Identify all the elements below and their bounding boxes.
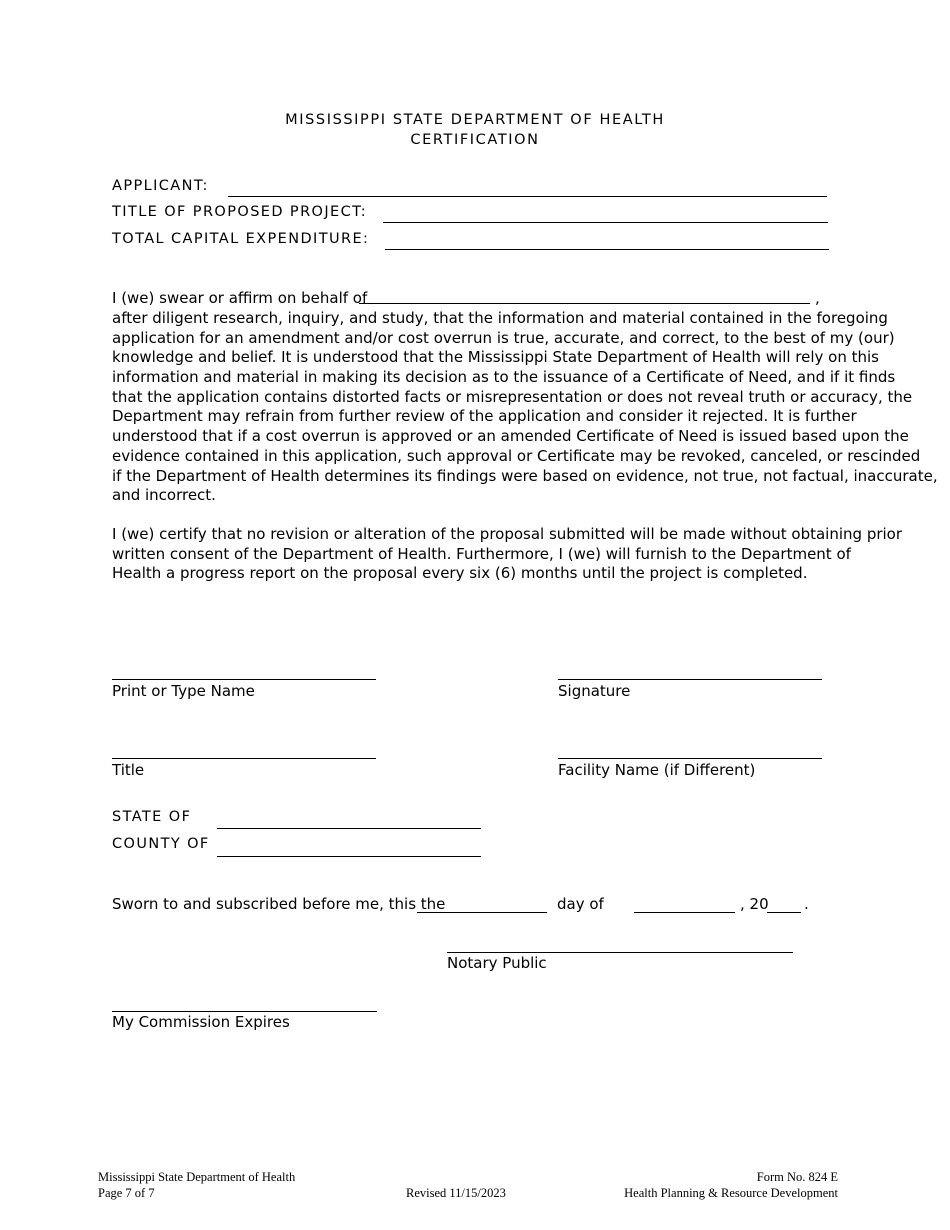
sworn-month-line[interactable] <box>634 912 735 913</box>
certify-paragraph <box>112 525 903 584</box>
affirm-line: and incorrect. <box>112 486 216 505</box>
state-of-label: STATE OF <box>112 809 192 825</box>
print-name-label: Print or Type Name <box>112 682 255 700</box>
expenditure-field-line[interactable] <box>385 249 829 250</box>
year-prefix: , 20 <box>740 895 769 913</box>
print-name-line[interactable] <box>112 679 376 680</box>
facility-name-line[interactable] <box>558 758 822 759</box>
sworn-text: Sworn to and subscribed before me, this the <box>112 895 446 913</box>
notary-line[interactable] <box>447 952 793 953</box>
certify-line: I (we) certify that no revision or alteration of the proposal submitted will be made without obtaining prior <box>112 525 903 543</box>
affirm-line-start: I (we) swear or affirm on behalf of <box>112 289 368 307</box>
notary-label: Notary Public <box>447 954 547 972</box>
affirm-line: understood that if a cost overrun is approved or an amended Certificate of Need is issued based upon the <box>112 427 909 446</box>
affirm-line: Department may refrain from further review of the application and consider it rejected. It is further <box>112 407 857 426</box>
sworn-day-line[interactable] <box>417 912 547 913</box>
signature-line[interactable] <box>558 679 822 680</box>
affirm-line-comma: , <box>815 289 820 307</box>
applicant-label: APPLICANT: <box>112 178 209 194</box>
footer-division: Health Planning & Resource Development <box>624 1186 838 1200</box>
expenditure-label: TOTAL CAPITAL EXPENDITURE: <box>112 231 370 247</box>
footer-revised-date: Revised 11/15/2023 <box>406 1186 506 1200</box>
affirm-line: information and material in making its decision as to the issuance of a Certificate of Need, and if it finds <box>112 368 896 387</box>
affirm-line: if the Department of Health determines its findings were based on evidence, not true, not factual, inaccurate, <box>112 466 938 485</box>
title-line[interactable] <box>112 758 376 759</box>
affirmation-paragraph <box>112 309 938 506</box>
affirm-line: evidence contained in this application, such approval or Certificate may be revoked, canceled, or rescinded <box>112 446 921 465</box>
behalf-of-field-line[interactable] <box>359 303 810 304</box>
commission-line[interactable] <box>112 1011 377 1012</box>
certify-line: Health a progress report on the proposal every six (6) months until the project is completed. <box>112 564 808 583</box>
county-of-line[interactable] <box>217 856 481 857</box>
affirm-line: application for an amendment and/or cost overrun is true, accurate, and correct, to the best of my (our) <box>112 328 895 347</box>
footer-page-number: Page 7 of 7 <box>98 1186 155 1200</box>
signature-label: Signature <box>558 682 631 700</box>
affirm-line: that the application contains distorted facts or misrepresentation or does not reveal truth or accuracy, the <box>112 387 913 406</box>
project-title-field-line[interactable] <box>383 222 828 223</box>
form-title: CERTIFICATION <box>410 132 540 148</box>
sworn-period: . <box>804 895 809 913</box>
state-of-line[interactable] <box>217 828 481 829</box>
county-of-label: COUNTY OF <box>112 836 210 852</box>
footer-form-number: Form No. 824 E <box>756 1170 838 1184</box>
agency-title: MISSISSIPPI STATE DEPARTMENT OF HEALTH <box>285 112 665 128</box>
title-label: Title <box>112 761 145 779</box>
commission-label: My Commission Expires <box>112 1013 290 1031</box>
sworn-year-line[interactable] <box>767 912 801 913</box>
affirm-line: after diligent research, inquiry, and study, that the information and material contained in the foregoing <box>112 309 888 327</box>
day-of-text: day of <box>557 895 604 913</box>
applicant-field-line[interactable] <box>228 196 827 197</box>
footer-agency: Mississippi State Department of Health <box>98 1170 296 1184</box>
affirm-line: knowledge and belief. It is understood that the Mississippi State Department of Health will rely on this <box>112 348 879 367</box>
certify-line: written consent of the Department of Health. Furthermore, I (we) will furnish to the Department of <box>112 544 851 563</box>
project-title-label: TITLE OF PROPOSED PROJECT: <box>112 204 368 220</box>
facility-name-label: Facility Name (if Different) <box>558 761 756 779</box>
